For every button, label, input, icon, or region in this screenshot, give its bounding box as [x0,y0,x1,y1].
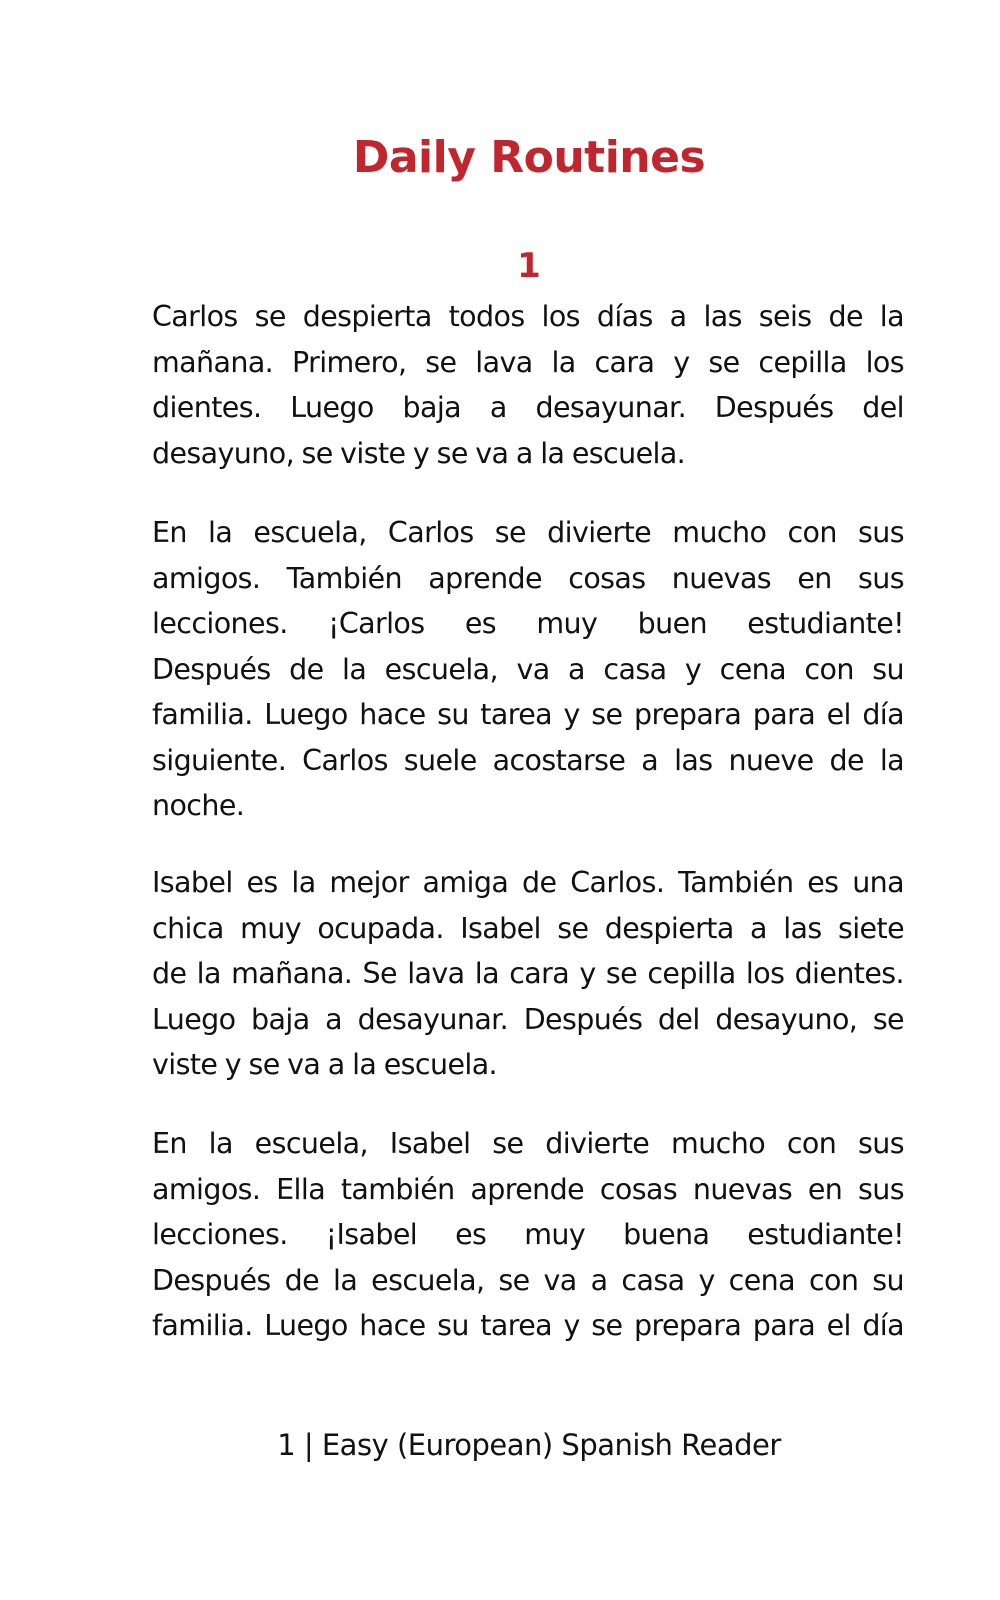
text-line: Isabel es la mejor amiga de Carlos. También es una [152,866,904,899]
page-title: Daily Routines [352,132,706,183]
paragraph-4 [152,1121,904,1349]
paragraph-3 [152,860,904,1088]
text-line: familia. Luego hace su tarea y se prepara para el día [152,698,904,731]
text-line: de la mañana. Se lava la cara y se cepilla los dientes. [152,957,904,990]
paragraph-1 [152,294,904,476]
text-line: mañana. Primero, se lava la cara y se cepilla los [152,345,904,379]
text-line: chica muy ocupada. Isabel se despierta a las siete [152,911,904,945]
text-line: lecciones. ¡Isabel es muy buena estudiante! [152,1218,904,1251]
text-line: Después de la escuela, va a casa y cena con su [152,652,904,686]
text-line: dientes. Luego baja a desayunar. Después del [152,391,904,424]
text-line: siguiente. Carlos suele acostarse a las nueve de la [152,743,904,777]
text-line: lecciones. ¡Carlos es muy buen estudiante! [152,607,904,640]
text-line: familia. Luego hace su tarea y se prepara para el día [152,1309,904,1342]
text-line: noche. [152,789,245,822]
text-line: En la escuela, Isabel se divierte mucho con sus [152,1127,904,1160]
page-footer: 1 | Easy (European) Spanish Reader [277,1428,781,1462]
text-line: desayuno, se viste y se va a la escuela. [152,436,686,470]
paragraph-2 [152,510,904,829]
chapter-number: 1 [517,246,541,286]
text-line: Carlos se despierta todos los días a las seis de la [152,300,904,333]
text-line: Luego baja a desayunar. Después del desayuno, se [152,1002,904,1036]
text-line: En la escuela, Carlos se divierte mucho con sus [152,516,904,549]
text-line: viste y se va a la escuela. [152,1048,498,1081]
text-line: amigos. Ella también aprende cosas nuevas en sus [152,1172,904,1206]
text-line: amigos. También aprende cosas nuevas en sus [152,561,904,595]
text-line: Después de la escuela, se va a casa y cena con su [152,1263,904,1297]
